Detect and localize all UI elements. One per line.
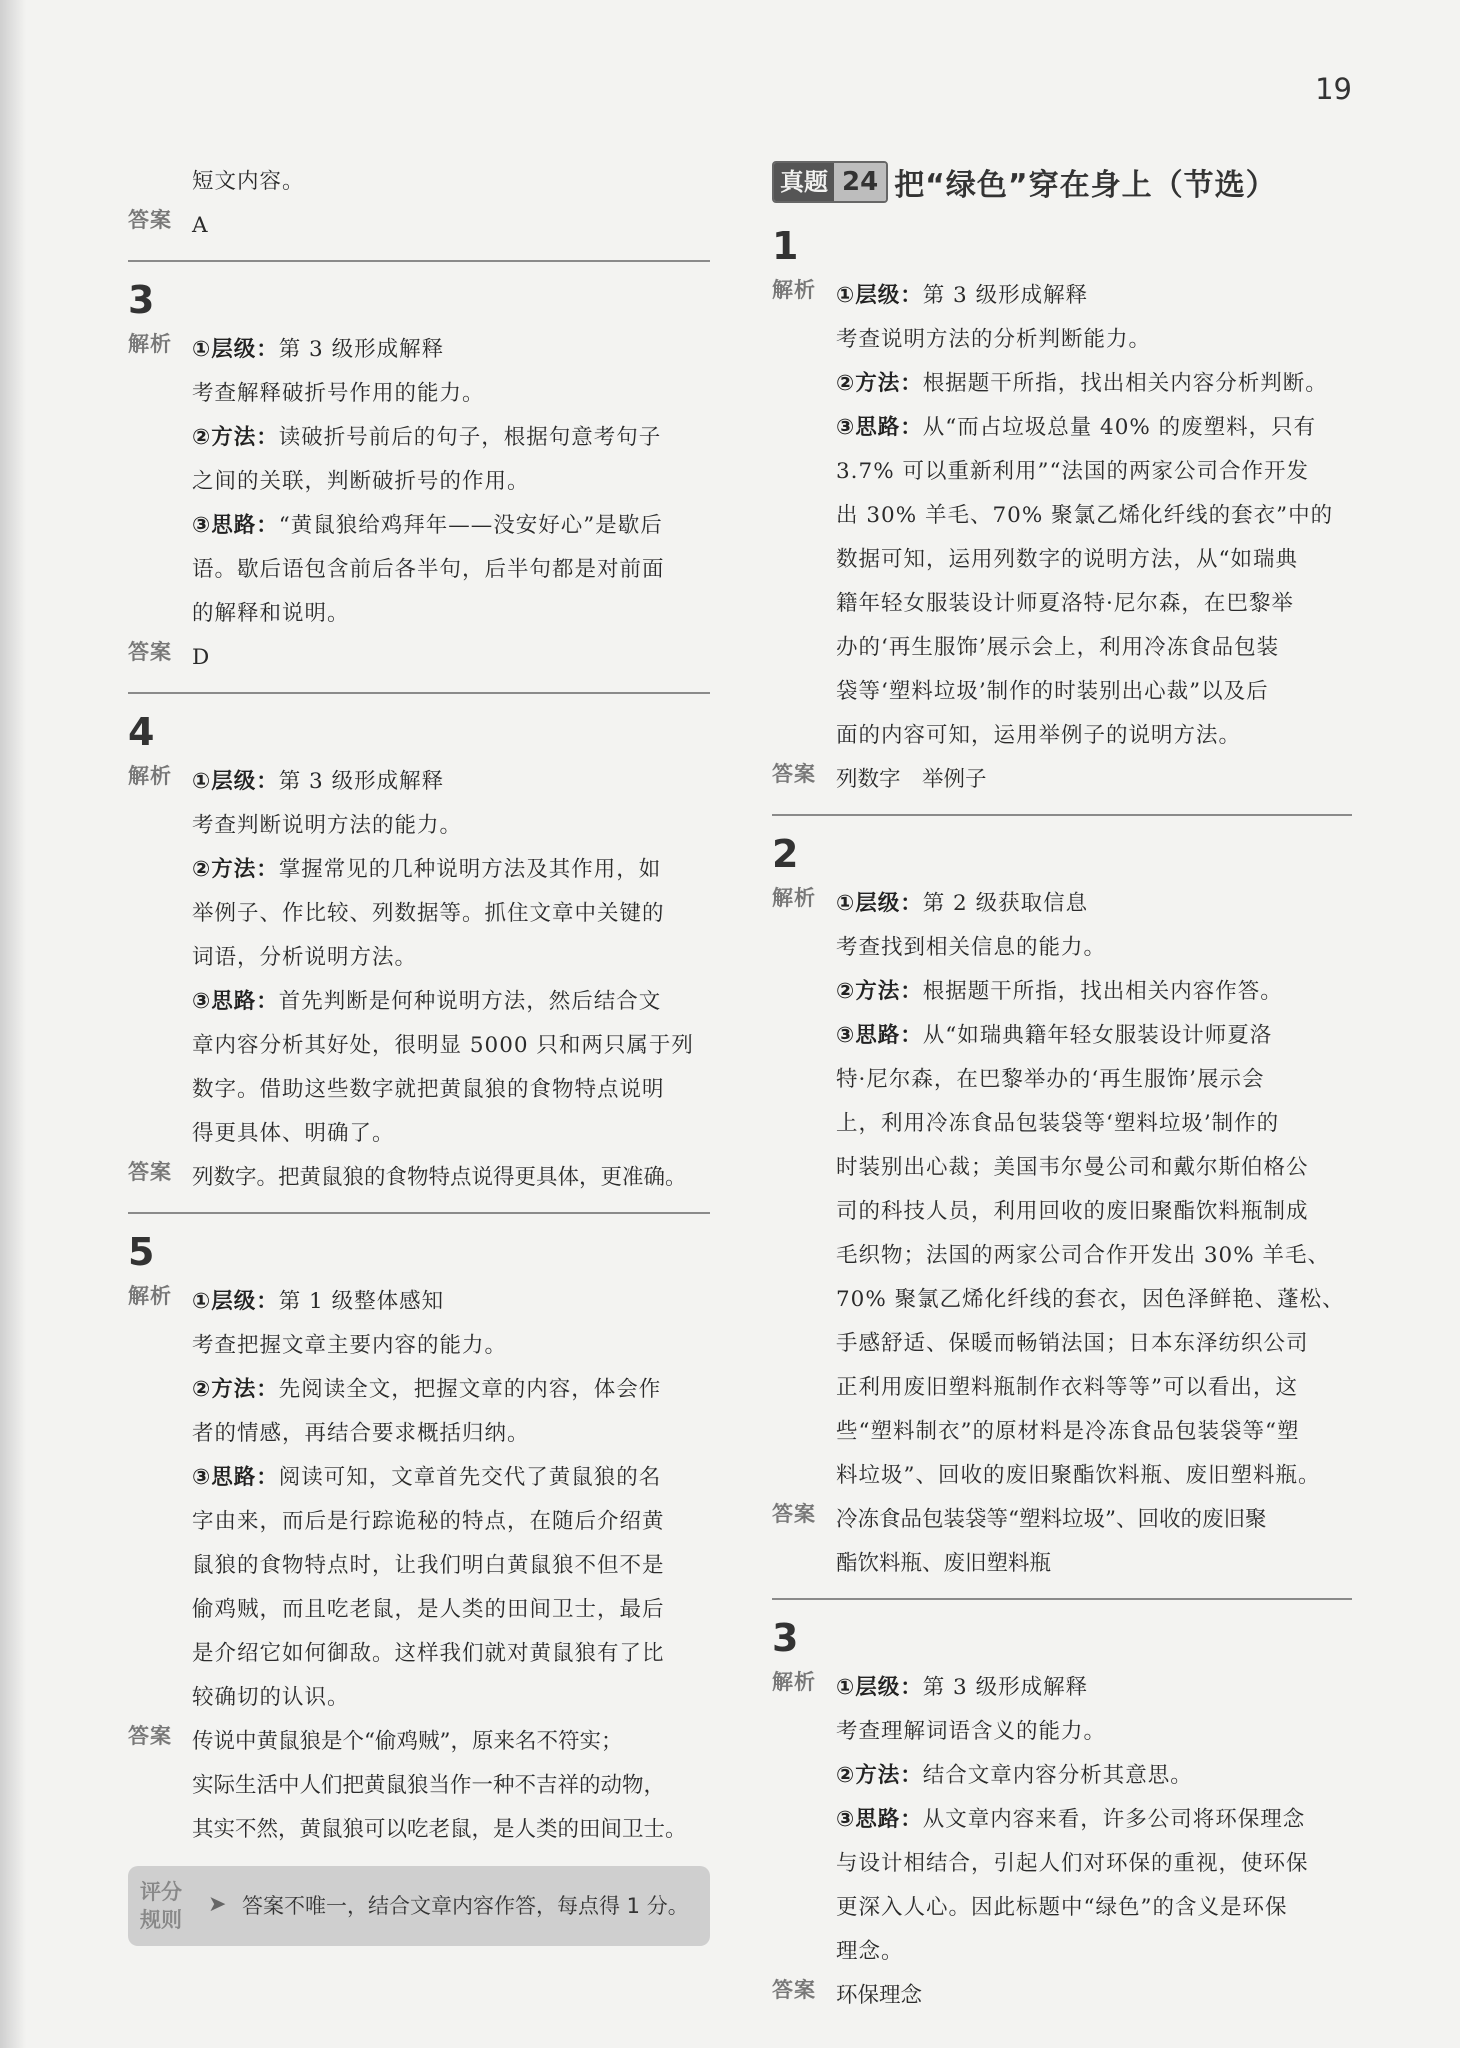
r-q3-method-label: ②方法： — [836, 1763, 923, 1788]
r-q2-line-10: 70% 聚氯乙烯化纤线的套衣，因色泽鲜艳、蓬松、 — [836, 1287, 1345, 1312]
r-q2-idea: 从“如瑞典籍年轻女服装设计师夏洛 — [922, 1023, 1273, 1048]
intro-answer — [128, 204, 710, 248]
scoring-rules-label — [140, 1878, 196, 1934]
r-q2-line-7: 时装别出心裁；美国韦尔曼公司和戴尔斯伯格公 — [836, 1155, 1309, 1180]
right-column — [772, 160, 1352, 2018]
scoring-rules-text: 答案不唯一，结合文章内容作答，每点得 1 分。 — [242, 1894, 689, 1918]
q5-idea-label: ③思路： — [192, 1465, 279, 1490]
r-q2-line-11: 手感舒适、保暖而畅销法国；日本东泽纺织公司 — [836, 1331, 1309, 1356]
q4-idea-label: ③思路： — [192, 989, 279, 1014]
answer-label: 答案 — [128, 1160, 172, 1184]
intro-line: 短文内容。 — [192, 169, 305, 194]
q3-line-2: 考查解释破折号作用的能力。 — [192, 381, 485, 406]
r-q1-line-2: 考查说明方法的分析判断能力。 — [836, 327, 1152, 352]
analysis-label: 解析 — [772, 278, 816, 302]
q5-analysis — [128, 1280, 710, 1720]
r-q3-level: 第 3 级形成解释 — [922, 1675, 1089, 1700]
question-number-2: 2 — [772, 832, 799, 876]
q5-idea: 阅读可知，文章首先交代了黄鼠狼的名 — [278, 1465, 662, 1490]
r-q1-idea-label: ③思路： — [836, 415, 923, 440]
question-number-1: 1 — [772, 224, 799, 268]
q5-answer — [128, 1720, 710, 1852]
r-q1-method-label: ②方法： — [836, 371, 923, 396]
q4-method-label: ②方法： — [192, 857, 279, 882]
q5-line-9: 是介绍它如何御敌。这样我们就对黄鼠狼有了比 — [192, 1641, 665, 1666]
q5-line-6: 字由来，而后是行踪诡秘的特点，在随后介绍黄 — [192, 1509, 665, 1534]
divider — [128, 1212, 710, 1214]
r-q3-answer — [772, 1974, 1352, 2018]
r-q2-method-label: ②方法： — [836, 979, 923, 1004]
r-q2-line-9: 毛织物；法国的两家公司合作开发出 30% 羊毛、 — [836, 1243, 1330, 1268]
question-number-3-right: 3 — [772, 1616, 799, 1660]
answer-label: 答案 — [128, 1724, 172, 1748]
q5-answer-line-3: 其实不然，黄鼠狼可以吃老鼠，是人类的田间卫士。 — [192, 1817, 687, 1842]
q4-idea: 首先判断是何种说明方法，然后结合文 — [278, 989, 662, 1014]
r-q2-analysis — [772, 882, 1352, 1498]
q5-method: 先阅读全文，把握文章的内容，体会作 — [278, 1377, 662, 1402]
r-q1-level: 第 3 级形成解释 — [922, 283, 1089, 308]
r-q2-answer-line-2: 酯饮料瓶、废旧塑料瓶 — [836, 1551, 1052, 1576]
q3-line-7: 的解释和说明。 — [192, 601, 350, 626]
divider — [772, 814, 1352, 816]
scoring-rules-box — [128, 1866, 710, 1946]
q5-line-4: 者的情感，再结合要求概括归纳。 — [192, 1421, 530, 1446]
q3-level-label: ①层级： — [192, 337, 279, 362]
intro-block — [128, 160, 710, 204]
r-q3-analysis — [772, 1666, 1352, 1974]
intro-answer-text: A — [192, 213, 208, 238]
q4-analysis — [128, 760, 710, 1156]
q3-idea-label: ③思路： — [192, 513, 279, 538]
q3-line-6: 语。歇后语包含前后各半句，后半句都是对前面 — [192, 557, 665, 582]
section-title — [772, 160, 1352, 204]
r-q3-idea-label: ③思路： — [836, 1807, 923, 1832]
r-q3-level-label: ①层级： — [836, 1675, 923, 1700]
q4-line-8: 数字。借助这些数字就把黄鼠狼的食物特点说明 — [192, 1077, 665, 1102]
r-q2-idea-label: ③思路： — [836, 1023, 923, 1048]
r-q1-answer-text: 列数字 举例子 — [836, 767, 987, 792]
r-q1-idea: 从“而占垃圾总量 40% 的废塑料，只有 — [922, 415, 1317, 440]
scoring-label-line-1: 评分 — [140, 1880, 182, 1904]
q5-answer-line-2: 实际生活中人们把黄鼠狼当作一种不吉祥的动物， — [192, 1773, 666, 1798]
r-q2-line-14: 料垃圾”、回收的废旧聚酯饮料瓶、废旧塑料瓶。 — [836, 1463, 1321, 1488]
answer-label: 答案 — [128, 208, 172, 232]
answer-label: 答案 — [128, 640, 172, 664]
r-q2-line-6: 上，利用冷冻食品包装袋等‘塑料垃圾’制作的 — [836, 1111, 1280, 1136]
q5-line-2: 考查把握文章主要内容的能力。 — [192, 1333, 508, 1358]
question-number-5: 5 — [128, 1230, 155, 1274]
r-q3-line-5: 与设计相结合，引起人们对环保的重视，使环保 — [836, 1851, 1309, 1876]
q5-answer-line-1: 传说中黄鼠狼是个“偷鸡贼”，原来名不符实； — [192, 1729, 623, 1754]
answer-label: 答案 — [772, 762, 816, 786]
q4-level-label: ①层级： — [192, 769, 279, 794]
r-q3-idea: 从文章内容来看，许多公司将环保理念 — [922, 1807, 1306, 1832]
q4-line-9: 得更具体、明确了。 — [192, 1121, 395, 1146]
q3-answer — [128, 636, 710, 680]
r-q1-answer — [772, 758, 1352, 802]
r-q1-line-10: 袋等‘塑料垃圾’制作的时装别出心裁”以及后 — [836, 679, 1269, 704]
analysis-label: 解析 — [128, 764, 172, 788]
q4-level: 第 3 级形成解释 — [278, 769, 445, 794]
r-q2-method: 根据题干所指，找出相关内容作答。 — [922, 979, 1283, 1004]
q4-line-5: 词语，分析说明方法。 — [192, 945, 418, 970]
r-q1-line-7: 数据可知，运用列数字的说明方法，从“如瑞典 — [836, 547, 1298, 572]
r-q3-line-6: 更深入人心。因此标题中“绿色”的含义是环保 — [836, 1895, 1288, 1920]
q3-answer-text: D — [192, 645, 210, 670]
exam-badge-label: 真题 — [774, 163, 834, 201]
q4-line-4: 举例子、作比较、列数据等。抓住文章中关键的 — [192, 901, 665, 926]
r-q3-line-2: 考查理解词语含义的能力。 — [836, 1719, 1107, 1744]
q3-method-label: ②方法： — [192, 425, 279, 450]
q3-level: 第 3 级形成解释 — [278, 337, 445, 362]
r-q2-level-label: ①层级： — [836, 891, 923, 916]
r-q1-line-8: 籍年轻女服装设计师夏洛特·尼尔森，在巴黎举 — [836, 591, 1294, 616]
r-q2-line-12: 正利用废旧塑料瓶制作衣料等等”可以看出，这 — [836, 1375, 1298, 1400]
divider — [772, 1598, 1352, 1600]
analysis-label: 解析 — [128, 332, 172, 356]
q5-level: 第 1 级整体感知 — [278, 1289, 445, 1314]
r-q1-analysis — [772, 274, 1352, 758]
r-q2-level: 第 2 级获取信息 — [922, 891, 1089, 916]
q4-line-2: 考查判断说明方法的能力。 — [192, 813, 463, 838]
divider — [128, 692, 710, 694]
exam-badge-number: 24 — [834, 163, 886, 201]
r-q1-method: 根据题干所指，找出相关内容分析判断。 — [922, 371, 1328, 396]
r-q2-line-13: 些“塑料制衣”的原材料是冷冻食品包装袋等“塑 — [836, 1419, 1300, 1444]
r-q3-method: 结合文章内容分析其意思。 — [922, 1763, 1193, 1788]
exam-badge — [772, 161, 888, 203]
scoring-label-line-2: 规则 — [140, 1908, 182, 1932]
q4-answer — [128, 1156, 710, 1200]
r-q3-line-7: 理念。 — [836, 1939, 904, 1964]
r-q1-line-11: 面的内容可知，运用举例子的说明方法。 — [836, 723, 1242, 748]
r-q1-level-label: ①层级： — [836, 283, 923, 308]
q5-line-10: 较确切的认识。 — [192, 1685, 350, 1710]
q5-method-label: ②方法： — [192, 1377, 279, 1402]
q4-answer-text: 列数字。把黄鼠狼的食物特点说得更具体，更准确。 — [192, 1165, 687, 1190]
answer-label: 答案 — [772, 1502, 816, 1526]
divider — [128, 260, 710, 262]
r-q2-answer-line-1: 冷冻食品包装袋等“塑料垃圾”、回收的废旧聚 — [836, 1507, 1267, 1532]
analysis-label: 解析 — [772, 1670, 816, 1694]
q3-line-4: 之间的关联，判断破折号的作用。 — [192, 469, 530, 494]
q4-line-7: 章内容分析其好处，很明显 5000 只和两只属于列 — [192, 1033, 694, 1058]
analysis-label: 解析 — [772, 886, 816, 910]
answer-label: 答案 — [772, 1978, 816, 2002]
q5-line-7: 鼠狼的食物特点时，让我们明白黄鼠狼不但不是 — [192, 1553, 665, 1578]
analysis-label: 解析 — [128, 1284, 172, 1308]
r-q1-line-5: 3.7% 可以重新利用”“法国的两家公司合作开发 — [836, 459, 1309, 484]
r-q2-line-5: 特·尼尔森，在巴黎举办的‘再生服饰’展示会 — [836, 1067, 1265, 1092]
r-q2-answer — [772, 1498, 1352, 1586]
r-q1-line-9: 办的‘再生服饰’展示会上，利用冷冻食品包装 — [836, 635, 1280, 660]
q3-analysis — [128, 328, 710, 636]
q4-method: 掌握常见的几种说明方法及其作用，如 — [278, 857, 662, 882]
question-number-3: 3 — [128, 278, 155, 322]
r-q1-line-6: 出 30% 羊毛、70% 聚氯乙烯化纤线的套衣”中的 — [836, 503, 1334, 528]
page-number: 19 — [1315, 72, 1352, 106]
arrow-right-icon: ➤ — [208, 1892, 227, 1917]
r-q3-answer-text: 环保理念 — [836, 1983, 923, 2008]
q3-idea: “黄鼠狼给鸡拜年——没安好心”是歇后 — [278, 513, 663, 538]
q5-level-label: ①层级： — [192, 1289, 279, 1314]
r-q2-line-8: 司的科技人员，利用回收的废旧聚酯饮料瓶制成 — [836, 1199, 1309, 1224]
left-column — [128, 160, 710, 1946]
q3-method: 读破折号前后的句子，根据句意考句子 — [278, 425, 662, 450]
question-number-4: 4 — [128, 710, 155, 754]
q5-line-8: 偷鸡贼，而且吃老鼠，是人类的田间卫士，最后 — [192, 1597, 665, 1622]
section-title-text: 把“绿色”穿在身上（节选） — [894, 168, 1277, 203]
page-binding-shadow — [0, 0, 26, 2048]
r-q2-line-2: 考查找到相关信息的能力。 — [836, 935, 1107, 960]
